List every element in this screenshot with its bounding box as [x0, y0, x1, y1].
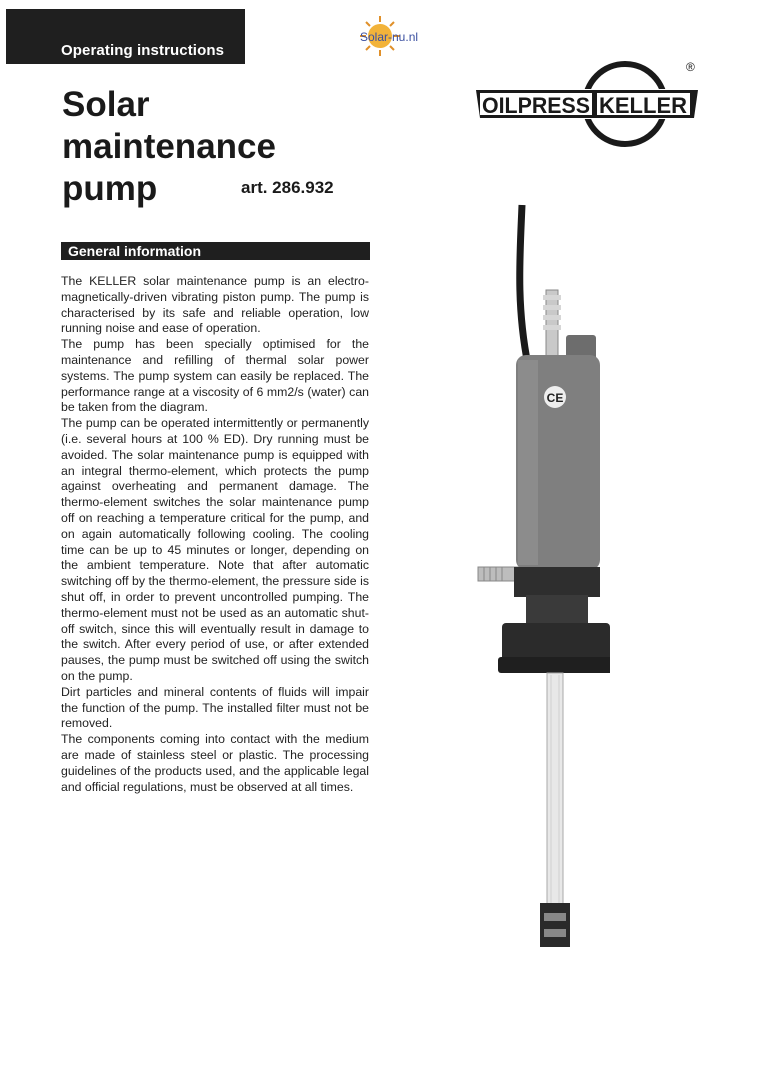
pump-product-image: [470, 195, 610, 955]
paragraph: The KELLER solar maintenance pump is an electro-magnetically-driven vibrating piston pump. The pump is characterised by its safe and reliable operation, low running noise and ease of operation.: [61, 274, 369, 336]
oilpress-keller-logo: [474, 58, 700, 148]
suction-tube: [547, 673, 563, 913]
paragraph: The pump has been specially optimised for the maintenance and refilling of thermal solar power systems. The pump system can easily be replaced. The performance range at a viscosity of 6 mm2/s (water) can be taken from the diagram.: [61, 337, 369, 415]
outlet-nozzle: [543, 290, 561, 360]
side-inlet: [478, 567, 518, 581]
paragraph: The components coming into contact with the medium are made of stainless steel or plastic. The processing guidelines of the products used, and the applicable legal and official regulations, must be observed at all times.: [61, 732, 369, 794]
sun-watermark-logo: [358, 14, 440, 62]
paragraph: The pump can be operated intermittently or permanently (i.e. several hours at 100 % ED). Dry running must be avoided. The solar maintenance pump is equipped with an integral thermo-element, which protects the pump against overheating and permanent damage. The thermo-element switches the solar maintenance pump off on reaching a temperature critical for the pump, and on again automatically following cooling. The cooling time can be up to 45 minutes or longer, depending on the ambient temperature. Note that after automatic switching off by the thermo-element, the pressure side is shut off, in order to prevent uncontrolled pumping. The thermo-element must not be used as an automatic shut-off switch, since this will eventually result in damage to the switch. After every period of use, or after extended pauses, the pump must be switched off using the switch on the pump.: [61, 416, 369, 683]
title-line: Solar: [62, 85, 150, 124]
registered-mark: ®: [686, 60, 695, 74]
brand-name-right: KELLER: [599, 93, 688, 118]
ce-mark: CE: [546, 391, 564, 405]
title-line: maintenance: [62, 127, 276, 166]
paragraph: Dirt particles and mineral contents of fluids will impair the function of the pump. The installed filter must not be removed.: [61, 684, 369, 731]
article-number: art. 286.932: [241, 178, 334, 197]
title-line: pump: [62, 169, 158, 208]
filter-strainer: [540, 903, 570, 947]
brand-name-left: OILPRESS: [482, 93, 590, 118]
watermark-text: Solar-nu.nl: [360, 30, 419, 44]
general-information-text: [61, 274, 369, 795]
doc-type-label: Operating instructions: [61, 42, 225, 59]
section-heading: General information: [68, 243, 202, 259]
